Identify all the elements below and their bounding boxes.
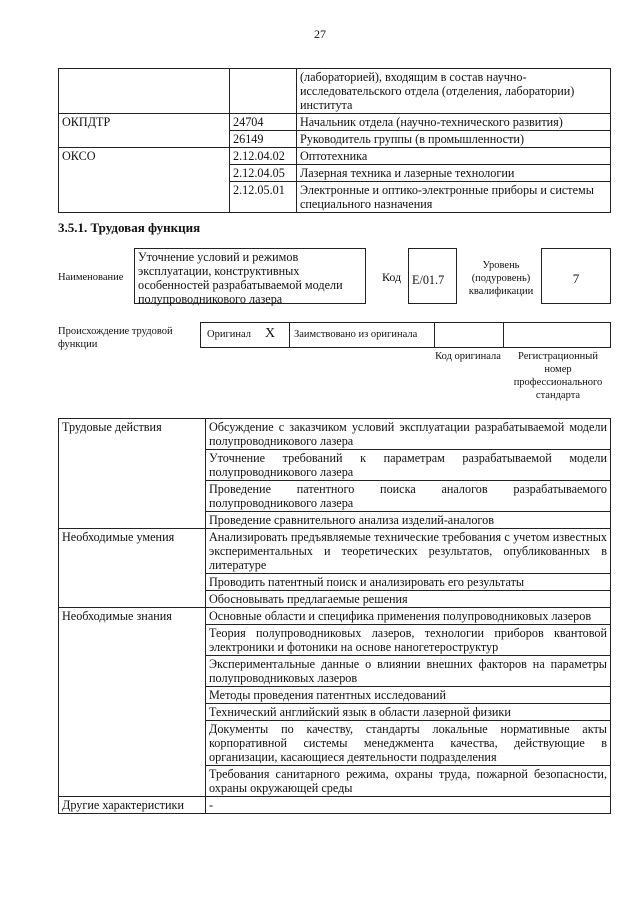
section-title: 3.5.1. Трудовая функция <box>58 220 201 235</box>
borrowed-cell <box>290 323 435 347</box>
table-cell: 2.12.04.05 <box>230 165 297 182</box>
list-item: Экспериментальные данные о влиянии внешних факторов на параметры полупроводниковых лазеров <box>206 656 611 687</box>
table-row <box>59 419 611 450</box>
table-cell: Оптотехника <box>297 148 611 165</box>
list-item: Проводить патентный поиск и анализировать его результаты <box>206 574 611 591</box>
code-value: E/01.7 <box>408 248 457 304</box>
list-item: Документы по качеству, стандарты локальные нормативные акты корпоративной системы менеджмента качества, действующие в организации, касающиеся деятельности подразделения <box>206 721 611 766</box>
table-cell: 24704 <box>230 114 297 131</box>
code-label: Код <box>382 270 402 284</box>
details-table <box>58 418 611 814</box>
labor-actions-label: Трудовые действия <box>59 419 206 529</box>
function-name-value: Уточнение условий и режимов эксплуатации, конструктивных особенностей разрабатываемой модели полупроводникового лазера <box>134 248 366 304</box>
code-original-caption: Код оригинала <box>435 351 501 362</box>
list-item: Проведение сравнительного анализа изделий-аналогов <box>206 512 611 529</box>
name-label: Наименование <box>58 272 124 283</box>
table-cell: 26149 <box>230 131 297 148</box>
list-item: Обосновывать предлагаемые решения <box>206 591 611 608</box>
table-row <box>59 69 611 114</box>
table-cell: Электронные и оптико-электронные приборы и системы специального назначения <box>297 182 611 213</box>
skills-label: Необходимые умения <box>59 529 206 608</box>
list-item: Обсуждение с заказчиком условий эксплуатации разрабатываемой модели полупроводникового лазера <box>206 419 611 450</box>
list-item: Теория полупроводниковых лазеров, технологии приборов квантовой электроники и фотоники на основе наногетероструктур <box>206 625 611 656</box>
table-cell: Руководитель группы (в промышленности) <box>297 131 611 148</box>
table-cell: 2.12.04.02 <box>230 148 297 165</box>
table-cell: Начальник отдела (научно-технического развития) <box>297 114 611 131</box>
list-item: Требования санитарного режима, охраны труда, пожарной безопасности, охраны окружающей среды <box>206 766 611 797</box>
table-cell: 2.12.05.01 <box>230 182 297 213</box>
table-row <box>59 529 611 574</box>
reg-number-cell <box>504 323 610 347</box>
table-row <box>59 148 611 165</box>
table-row <box>59 797 611 814</box>
level-label: Уровень (подуровень) квалификации <box>468 260 534 297</box>
other-label: Другие характеристики <box>59 797 206 814</box>
knowledge-label: Необходимые знания <box>59 608 206 797</box>
table-cell <box>230 69 297 114</box>
list-item: Технический английский язык в области лазерной физики <box>206 704 611 721</box>
origin-box <box>200 322 611 348</box>
page-number: 27 <box>314 27 326 41</box>
original-code-cell <box>435 323 504 347</box>
original-cell <box>201 323 290 347</box>
table-cell: ОКПДТР <box>59 114 230 148</box>
list-item: Проведение патентного поиска аналогов разрабатываемого полупроводникового лазера <box>206 481 611 512</box>
list-item: Методы проведения патентных исследований <box>206 687 611 704</box>
list-item: Уточнение требований к параметрам разрабатываемой модели полупроводникового лазера <box>206 450 611 481</box>
table-cell: Лазерная техника и лазерные технологии <box>297 165 611 182</box>
table-cell: (лабораторией), входящим в состав научно-исследовательского отдела (отделения, лаборатории) института <box>297 69 611 114</box>
table-row <box>59 608 611 625</box>
original-label: Оригинал <box>207 329 251 340</box>
table-cell <box>59 69 230 114</box>
other-value: - <box>206 797 611 814</box>
list-item: Анализировать предъявляемые технические требования с учетом известных экспериментальных и теоретических результатов, опубликованных в литературе <box>206 529 611 574</box>
level-value: 7 <box>541 248 611 304</box>
list-item: Основные области и специфика применения полупроводниковых лазеров <box>206 608 611 625</box>
reg-number-caption: Регистрационный номер профессионального стандарта <box>513 351 603 401</box>
table-cell: ОКСО <box>59 148 230 213</box>
original-mark: X <box>265 326 276 341</box>
borrowed-label: Заимствовано из оригинала <box>294 329 418 340</box>
classification-table <box>58 68 611 213</box>
table-row <box>59 114 611 131</box>
origin-label: Происхождение трудовой функции <box>58 326 173 350</box>
